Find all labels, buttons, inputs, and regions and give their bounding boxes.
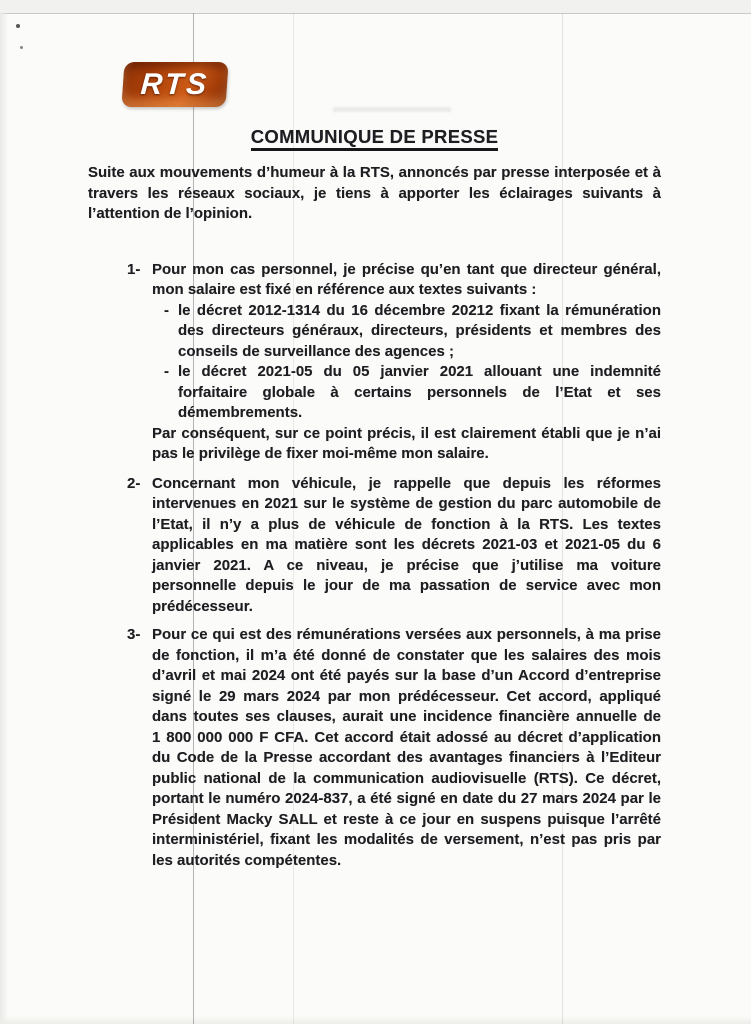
rts-logo	[121, 62, 228, 107]
item-lead: Pour mon cas personnel, je précise qu’en tant que directeur général, mon salaire est fixé en référence aux textes suivants :	[152, 260, 661, 298]
page-bottom-edge-shadow	[0, 1016, 751, 1024]
rts-logo-text: RTS	[139, 67, 211, 101]
bullet-dash: -	[164, 363, 169, 380]
item-lead: Concernant mon véhicule, je rappelle que depuis les réformes intervenues en 2021 sur le système de gestion du parc automobile de l’Etat, il n’y a plus de véhicule de fonction à la RTS. Les textes applicables en ma matière sont les décrets 2021-03 et 2021-05 du 6 janvier 2021. A ce niveau, je précise que j’utilise ma voiture personnelle depuis le jour de ma passation de service avec mon prédécesseur.	[152, 474, 661, 615]
intro-paragraph: Suite aux mouvements d’humeur à la RTS, annoncés par presse interposée et à travers les réseaux sociaux, je tiens à apporter les éclairages suivants à l’attention de l’opinion.	[88, 164, 661, 222]
title-row	[88, 126, 661, 149]
list-item-1	[88, 260, 661, 465]
list-item-2	[88, 474, 661, 618]
sub-bullet	[164, 362, 661, 424]
item-closing: Par conséquent, sur ce point précis, il est clairement établi que je n’ai pas le privilège de fixer moi-même mon salaire.	[152, 424, 661, 462]
sub-bullet	[164, 301, 661, 363]
item-number: 1-	[127, 260, 141, 278]
page-title: COMMUNIQUE DE PRESSE	[251, 126, 499, 151]
list-item-3	[88, 625, 661, 871]
scan-ghost-text	[333, 107, 451, 112]
page-left-edge-shadow	[0, 13, 8, 1024]
bullet-dash: -	[164, 301, 169, 319]
document-body	[88, 126, 661, 871]
bullet-text: le décret 2012-1314 du 16 décembre 20212 fixant la rémunération des directeurs généraux, directeurs, présidents et membres des conseils de surveillance des agences ;	[178, 301, 661, 360]
scan-speck	[20, 46, 23, 49]
item-lead: Pour ce qui est des rémunérations versées aux personnels, à ma prise de fonction, il m’a été donné de constater que les salaires des mois d’avril et mai 2024 ont été payés sur la base d’un Accord d’entreprise signé le 29 mars 2024 par mon prédécesseur. Cet accord, appliqué dans toutes ses clauses, aurait une incidence financière annuelle de 1 800 000 000 F CFA. Cet accord était adossé au décret d’application du Code de la Presse accordant des avantages financiers à l’Editeur public national de la communication audiovisuelle (RTS). Ce décret, portant le numéro 2024-837, a été signé en date du 27 mars 2024 par le Président Macky SALL et reste à ce jour en suspens puisque l’arrêté interministériel, fixant les modalités de versement, n’est pas pris par les autorités compétentes.	[152, 626, 661, 869]
item-body	[152, 260, 661, 465]
item-body	[152, 474, 661, 618]
scan-speck	[16, 24, 20, 28]
item-number: 3-	[127, 626, 141, 643]
bullet-text: le décret 2021-05 du 05 janvier 2021 allouant une indemnité forfaitaire globale à certains personnels de l’Etat et ses démembrements.	[178, 363, 661, 421]
item-number: 2-	[127, 474, 141, 492]
item-body	[152, 625, 661, 871]
scanner-background-strip	[0, 0, 751, 14]
